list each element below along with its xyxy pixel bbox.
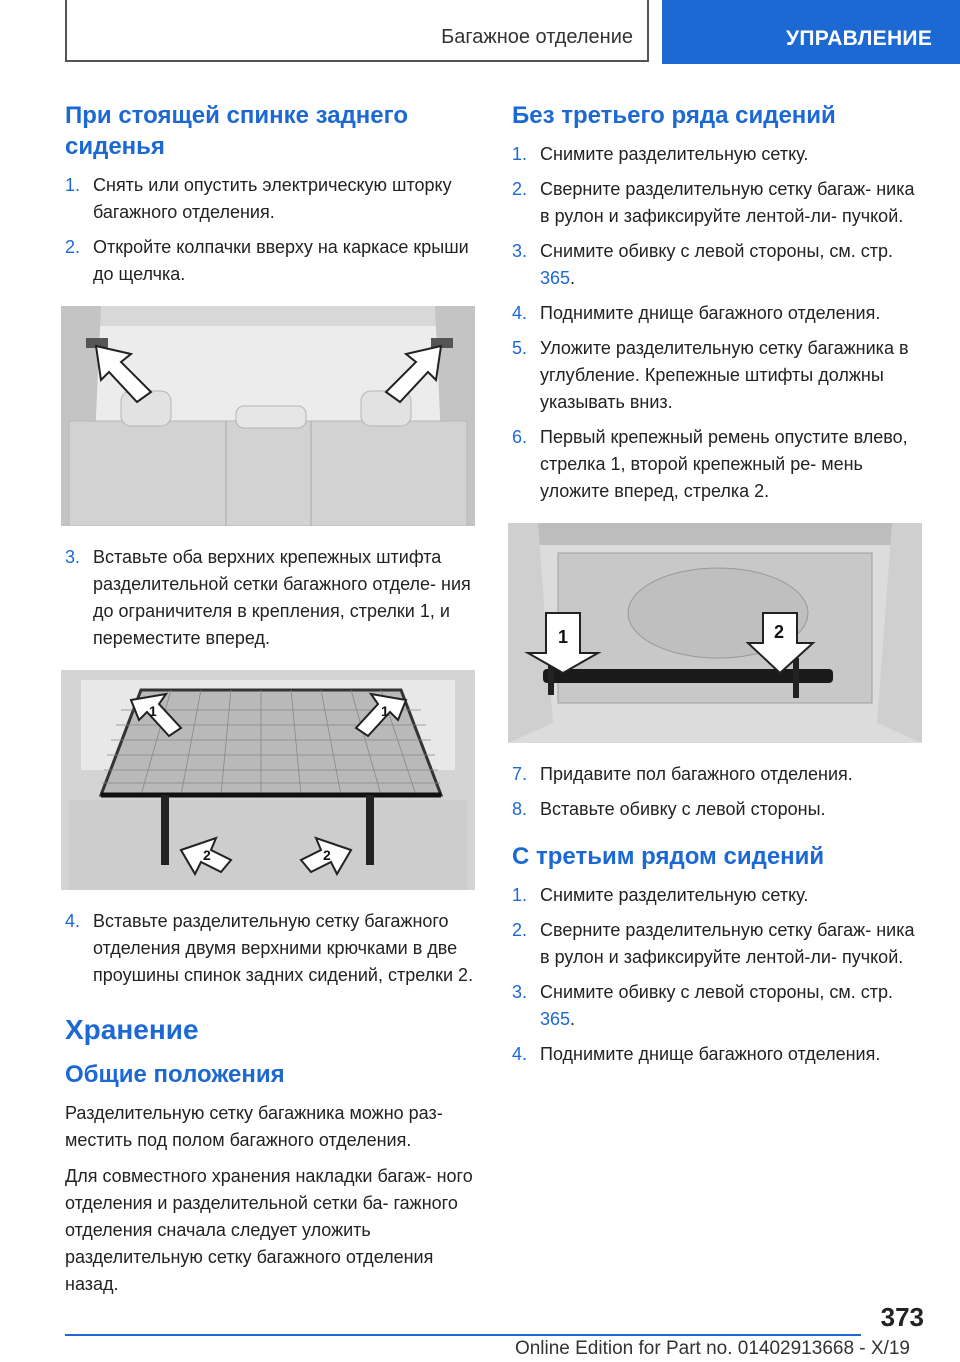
page-number: 373 <box>880 1302 924 1332</box>
step-item <box>512 761 928 788</box>
step-text: Вставьте оба верхних крепежных штифта разделительной сетки багажного отделе- ния до ограничителя в крепления, стрелки 1, и переместите вперед. <box>93 547 471 648</box>
step-number: 6. <box>512 427 528 447</box>
step-item <box>512 176 928 230</box>
step-text: Снимите разделительную сетку. <box>540 144 809 164</box>
arrow-label: 1 <box>149 703 157 719</box>
step-item <box>512 335 928 416</box>
arrow-label: 1 <box>558 627 569 647</box>
step-text: Придавите пол багажного отделения. <box>540 764 853 784</box>
arrow-label: 2 <box>323 847 331 863</box>
figure-roof-caps <box>61 306 475 526</box>
heading-without-third-row: Без третьего ряда сидений <box>512 102 836 129</box>
paragraph: Разделительную сетку багажника можно раз- местить под полом багажного отделения. <box>65 1103 443 1150</box>
steps-a <box>65 172 481 288</box>
step-text: Уложите разделительную сетку багажника в углубление. Крепежные штифты должны указывать вниз. <box>540 338 909 412</box>
chapter-tab[interactable]: УПРАВЛЕНИЕ <box>662 0 960 64</box>
arrow-label: 1 <box>381 703 389 719</box>
step-item <box>512 424 928 505</box>
step-text: Снимите разделительную сетку. <box>540 885 809 905</box>
steps-d <box>512 882 928 1068</box>
step-item <box>512 979 928 1033</box>
step-number: 8. <box>512 799 528 819</box>
step-text-tail: . <box>570 268 576 288</box>
figure-net-in-recess <box>508 523 922 743</box>
left-column <box>65 100 481 1307</box>
step-item <box>512 882 928 909</box>
figure-cargo-net-install <box>61 670 475 890</box>
figure-net-recess-image <box>508 523 922 743</box>
step-number: 2. <box>65 237 81 257</box>
step-item <box>512 300 928 327</box>
step-number: 1. <box>512 885 528 905</box>
figure-roof-caps-image <box>61 306 475 526</box>
step-item <box>512 1041 928 1068</box>
step-number: 3. <box>512 982 528 1002</box>
step-number: 4. <box>512 303 528 323</box>
step-number: 2. <box>512 920 528 940</box>
step-text: Поднимите днище багажного отделения. <box>540 303 881 323</box>
arrow-label: 2 <box>203 847 211 863</box>
section-title: Багажное отделение <box>441 26 633 48</box>
figure-cargo-net-image <box>61 670 475 890</box>
header-box <box>65 0 649 62</box>
step-item <box>65 908 481 989</box>
step-number: 7. <box>512 764 528 784</box>
step-item <box>512 796 928 823</box>
footer-edition: Online Edition for Part no. 01402913668 - X/19 <box>514 1338 910 1359</box>
step-text: Сверните разделительную сетку багаж- ника в рулон и зафиксируйте лентой-ли- пучкой. <box>540 920 915 967</box>
step-text-tail: . <box>570 1009 576 1029</box>
page-link[interactable]: 365 <box>540 1009 571 1029</box>
heading-general: Общие положения <box>65 1061 285 1088</box>
heading-seat-upright: При стоящей спинке заднего сиденья <box>65 102 408 160</box>
heading-storage: Хранение <box>65 1014 199 1045</box>
step-text: Снять или опустить электрическую шторку багажного отделения. <box>93 175 452 222</box>
step-text: Поднимите днище багажного отделения. <box>540 1044 881 1064</box>
step-number: 4. <box>65 911 81 931</box>
steps-b <box>512 141 928 505</box>
step-item <box>65 544 481 652</box>
step-text: Вставьте обивку с левой стороны. <box>540 799 826 819</box>
step-item <box>65 234 481 288</box>
step-number: 3. <box>512 241 528 261</box>
step-text: Снимите обивку с левой стороны, см. стр. <box>540 982 894 1002</box>
step-item <box>512 917 928 971</box>
step-text: Снимите обивку с левой стороны, см. стр. <box>540 241 894 261</box>
step-item <box>512 141 928 168</box>
paragraph: Для совместного хранения накладки багаж- ного отделения и разделительной сетки ба- гажного отделения сначала следует уложить разделительную сетку багажного отделения назад. <box>65 1166 473 1294</box>
step-text: Сверните разделительную сетку багаж- ника в рулон и зафиксируйте лентой-ли- пучкой. <box>540 179 915 226</box>
footer-divider <box>65 1334 861 1336</box>
step-number: 1. <box>512 144 528 164</box>
page-link[interactable]: 365 <box>540 268 571 288</box>
step-item <box>65 172 481 226</box>
step-text: Первый крепежный ремень опустите влево, стрелка 1, второй крепежный ре- мень уложите вперед, стрелка 2. <box>540 427 908 501</box>
step-text: Откройте колпачки вверху на каркасе крыши до щелчка. <box>93 237 469 284</box>
right-column <box>512 100 928 1076</box>
step-number: 3. <box>65 547 81 567</box>
step-number: 4. <box>512 1044 528 1064</box>
step-number: 5. <box>512 338 528 358</box>
step-number: 2. <box>512 179 528 199</box>
step-number: 1. <box>65 175 81 195</box>
step-text: Вставьте разделительную сетку багажного отделения двумя верхними крючками в две проушины спинок задних сидений, стрелки 2. <box>93 911 474 985</box>
arrow-label: 2 <box>774 622 785 642</box>
heading-with-third-row: С третьим рядом сидений <box>512 843 825 870</box>
step-item <box>512 238 928 292</box>
